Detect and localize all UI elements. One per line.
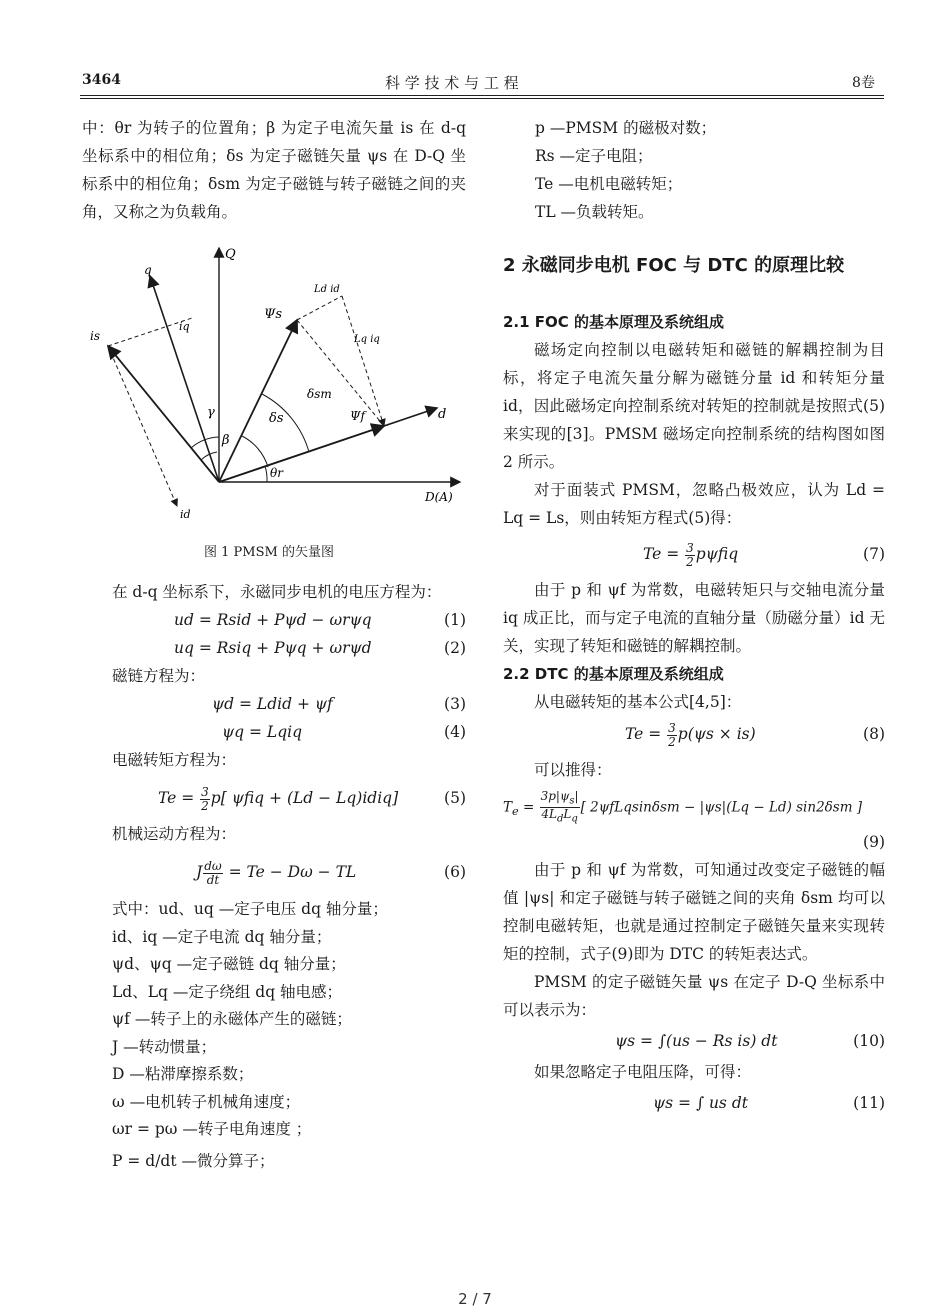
- definition-item: Rs —定子电阻；: [535, 147, 653, 165]
- equation-6: J $\frac{d\omega}{dt}$ = Te − Dω − TL (6): [196, 858, 466, 887]
- section-2-heading: 2 永磁同步电机 FOC 与 DTC 的原理比较: [503, 255, 845, 276]
- right-body: [503, 308, 885, 1120]
- equation-5: Te = $\frac{3}{2}$ p[ ψfiq + (Ld − Lq)idiq] (5): [158, 784, 466, 813]
- definition-item: ωr = pω —转子电角速度 ；: [112, 1120, 312, 1138]
- equation-9-number: (9): [863, 833, 885, 851]
- label-beta: β: [222, 433, 230, 448]
- equation-4: ψq = Lqiq (4): [222, 723, 466, 741]
- label-gamma: γ: [207, 405, 215, 420]
- label-D: D(A): [425, 490, 453, 504]
- label-Ldid: Ld id: [314, 284, 340, 295]
- equation-11: ψs = ∫ us dt (11): [653, 1094, 885, 1112]
- label-q: q: [144, 263, 152, 277]
- definition-item: Ld、Lq —定子绕组 dq 轴电感；: [112, 982, 343, 1001]
- paragraph-decoupling: 由于 p 和 ψf 为常数，电磁转矩只与交轴电流分量 iq 成正比，而与定子电流的直轴分量（励磁分量）id 无关，实现了转矩和磁链的解耦控制。: [503, 581, 885, 655]
- paragraph-surface-pmsm: 对于面装式 PMSM，忽略凸极效应，认为 Ld = Lq = Ls，则由转矩方程式(5)得：: [503, 481, 885, 527]
- label-id: id: [180, 508, 191, 521]
- header-rule-2: [80, 98, 884, 99]
- label-Q: Q: [225, 247, 236, 262]
- section-2-1-heading: 2.1 FOC 的基本原理及系统组成: [503, 313, 725, 331]
- flux-intro: 磁链方程为：: [112, 667, 206, 685]
- label-psi-s: Ψs: [264, 307, 283, 322]
- header-rule: [80, 95, 884, 96]
- dashed-id: [108, 346, 177, 506]
- section-2-2-heading: 2.2 DTC 的基本原理及系统组成: [503, 665, 724, 683]
- page-counter: 2 / 7: [458, 1290, 492, 1308]
- header-volume: 8卷: [852, 75, 875, 91]
- label-delta-s: δs: [269, 411, 284, 426]
- label-Lqiq: Lq iq: [354, 334, 380, 345]
- left-definitions: [112, 896, 466, 1175]
- definition-item: ψf —转子上的永磁体产生的磁链；: [112, 1010, 352, 1028]
- dashed-lqiq: [342, 296, 384, 426]
- equation-3: ψd = Ldid + ψf (3): [212, 695, 466, 713]
- vector-is: [108, 346, 219, 482]
- figure-caption: 图 1 PMSM 的矢量图: [204, 545, 334, 560]
- label-iq: iq: [179, 320, 190, 333]
- definition-item: J —转动惯量；: [112, 1037, 217, 1056]
- equation-7: Te = $\frac{3}{2}$ pψfiq (7): [643, 540, 885, 569]
- vector-psi-s: [219, 320, 297, 482]
- paragraph-dtc-control: 由于 p 和 ψf 为常数，可知通过改变定子磁链的幅值 |ψs| 和定子磁链与转子磁链之间的夹角 δsm 均可以控制电磁转矩，也就是通过控制定子磁链矢量来实现转矩的控制，式子(9)即为 DTC 的转矩表达式。: [503, 861, 885, 963]
- definition-item: D —粘滞摩擦系数；: [112, 1065, 254, 1083]
- paragraph-derive: 可以推得：: [534, 761, 612, 779]
- paragraph-flux-vector: PMSM 的定子磁链矢量 ψs 在定子 D-Q 坐标系中可以表示为：: [503, 973, 885, 1019]
- paragraph-dtc-intro: 从电磁转矩的基本公式[4,5]：: [534, 693, 742, 711]
- dashed-ldid: [297, 296, 342, 320]
- intro-paragraph: 中：θr 为转子的位置角；β 为定子电流矢量 is 在 d-q 坐标系中的相位角；δs 为定子磁链矢量 ψs 在 D-Q 坐标系中的相位角；δsm 为定子磁链与转子磁链之间的夹角，又称之为负载角。: [82, 119, 466, 221]
- equation-1: ud = Rsid + Pψd − ωrψq (1): [174, 611, 466, 629]
- equation-8: Te = $\frac{3}{2}$ p(ψs × is) (8): [625, 720, 885, 749]
- left-intro: [82, 114, 466, 226]
- label-is: is: [90, 329, 100, 343]
- paragraph-ignore-resistance: 如果忽略定子电阻压降，可得：: [534, 1063, 752, 1081]
- motion-intro: 机械运动方程为：: [112, 825, 237, 843]
- label-d: d: [438, 407, 447, 422]
- definition-item: P = d/dt —微分算子；: [112, 1151, 275, 1170]
- definition-item: id、iq —定子电流 dq 轴分量；: [112, 927, 332, 946]
- equation-9: $T_e$ = $\frac{3p|\psi_s|}{4L_dL_q}$ [ 2ψfLqsinδsm − |ψs|(Lq − Ld) sin2δsm ]: [503, 789, 863, 825]
- header-page-number: 3464: [82, 72, 121, 88]
- label-psi-f: Ψf: [350, 409, 365, 423]
- definition-item: 式中：ud、uq —定子电压 dq 轴分量；: [112, 900, 388, 918]
- vector-diagram: [82, 238, 472, 528]
- torque-intro: 电磁转矩方程为：: [112, 751, 237, 769]
- axis-q: [150, 276, 219, 482]
- definition-item: TL —负载转矩。: [535, 203, 654, 221]
- label-delta-sm: δsm: [307, 387, 332, 401]
- paragraph-foc: 磁场定向控制以电磁转矩和磁链的解耦控制为目标，将定子电流矢量分解为磁链分量 id 和转矩分量 id，因此磁场定向控制系统对转矩的控制就是按照式(5)来实现的[3]。PMSM 磁场定向控制系统的结构图如图 2 所示。: [503, 341, 885, 471]
- equation-10: ψs = ∫(us − Rs is) dt (10): [615, 1032, 885, 1050]
- label-theta-r: θr: [270, 466, 283, 480]
- definition-item: p —PMSM 的磁极对数；: [535, 119, 717, 137]
- definition-item: ψd、ψq —定子磁链 dq 轴分量；: [112, 955, 346, 973]
- left-equations: [112, 578, 466, 896]
- equation-2: uq = Rsiq + Pψq + ωrψd (2): [174, 639, 466, 657]
- voltage-intro: 在 d-q 坐标系下，永磁同步电机的电压方程为：: [112, 583, 442, 601]
- right-definitions: [535, 114, 885, 226]
- definition-item: Te —电机电磁转矩；: [535, 175, 683, 193]
- header-journal-title: 科 学 技 术 与 工 程: [385, 74, 519, 92]
- arc-theta-r: [265, 466, 267, 482]
- definition-item: ω —电机转子机械角速度；: [112, 1092, 301, 1111]
- arc-delta-s: [242, 436, 268, 467]
